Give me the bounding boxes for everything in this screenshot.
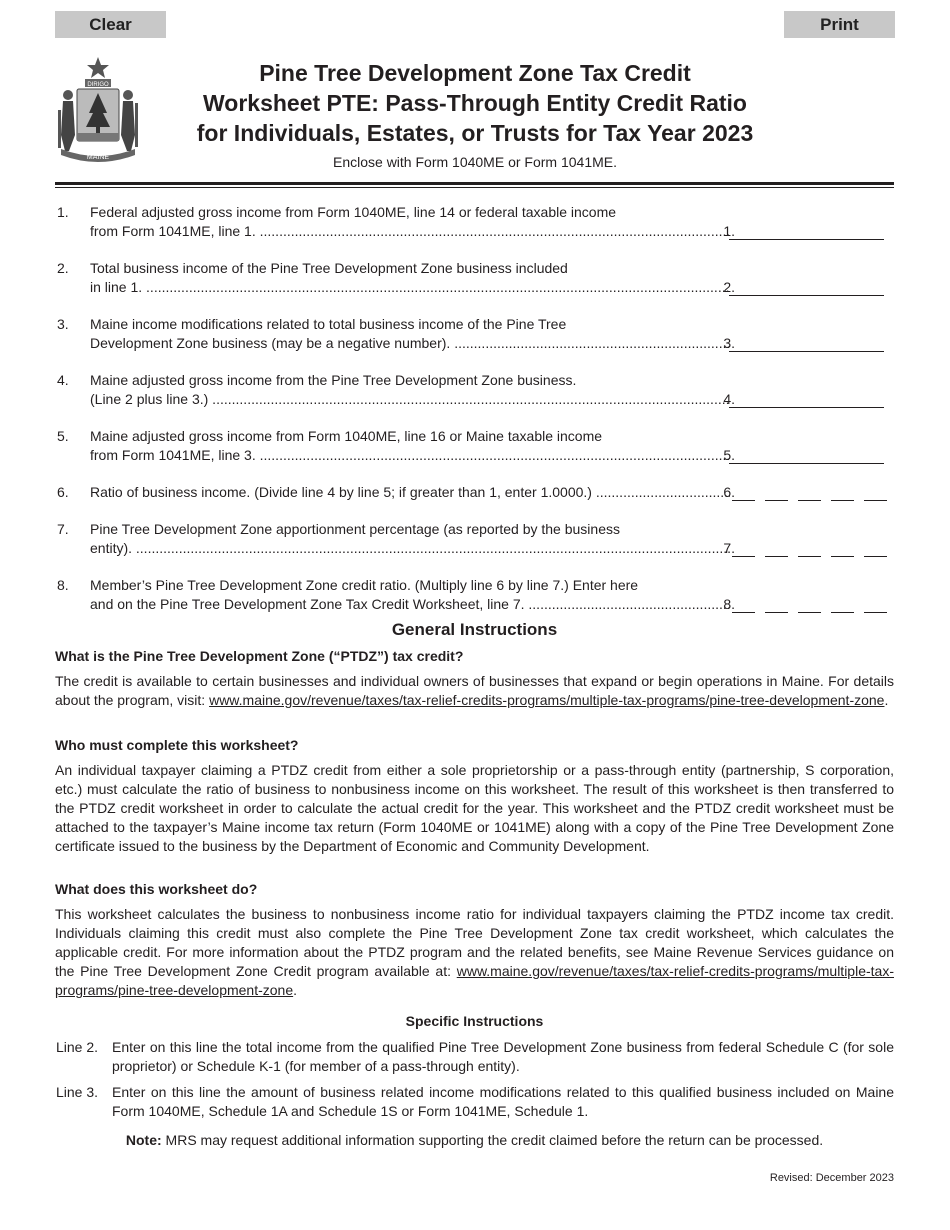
paragraph-what-is-ptdz — [55, 672, 894, 710]
line-reference: 8. — [723, 596, 735, 612]
line-text-1: Maine adjusted gross income from the Pine Tree Development Zone business. — [90, 372, 577, 388]
line-text-2: entity). ..... — [90, 539, 730, 558]
line-number: 2. — [57, 260, 69, 276]
worksheet-line-4 — [55, 371, 894, 411]
line-number: 4. — [57, 372, 69, 388]
worksheet-line-6 — [55, 483, 894, 504]
worksheet-line-1 — [55, 203, 894, 243]
seal-ribbon-text: MAINE — [86, 154, 110, 161]
paragraph-end: . — [293, 982, 298, 998]
instruction-label: Line 3. — [56, 1084, 99, 1100]
ptdz-program-link[interactable]: www.maine.gov/revenue/taxes/tax-relief-credits-programs/multiple-tax-programs/pine-tree-development-zone — [209, 692, 885, 708]
line-text-1: Total business income of the Pine Tree Development Zone business included — [90, 260, 568, 276]
line-text-2: in line 1. ..... — [90, 278, 730, 297]
paragraph-end: . — [884, 692, 889, 708]
ptdz-guidance-link[interactable]: www.maine.gov/revenue/taxes/tax-relief-credits-programs/multiple-tax-programs/pine-tree-development-zone — [55, 963, 894, 998]
line-8-ratio-input[interactable] — [732, 595, 888, 613]
revision-date: Revised: December 2023 — [769, 1172, 894, 1184]
line-number: 3. — [57, 316, 69, 332]
general-instructions-heading: General Instructions — [391, 620, 558, 639]
line-8-ratio-field — [732, 595, 888, 613]
line-1-amount-input[interactable] — [729, 222, 884, 240]
line-7-ratio-input[interactable] — [732, 539, 888, 557]
worksheet-line-8 — [55, 576, 894, 616]
line-number: 1. — [57, 204, 69, 220]
instruction-label: Line 2. — [56, 1039, 99, 1055]
seal-banner-text: DIRIGO — [87, 82, 109, 88]
worksheet-line-5 — [55, 427, 894, 467]
worksheet-line-3 — [55, 315, 894, 355]
line-6-ratio-input[interactable] — [732, 483, 888, 501]
line-reference: 3. — [723, 335, 735, 351]
line-text-2: from Form 1041ME, line 3. ..... — [90, 446, 730, 465]
specific-instruction-line-3 — [55, 1083, 894, 1123]
line-number: 6. — [57, 484, 69, 500]
line-number: 5. — [57, 428, 69, 444]
paragraph-text: The credit is available to certain businesses and individual owners of businesses that expand or begin operations in Maine. For details about the program, visit: — [55, 673, 894, 708]
paragraph-who-must-complete: An individual taxpayer claiming a PTDZ credit from either a sole proprietorship or a pass-through entity (partnership, S corporation, etc.) must calculate the ratio of business to nonbusiness income on this worksheet. The result of this worksheet is then transferred to the PTDZ credit worksheet in order to calculate the actual credit for the year. This worksheet and the PTDZ credit worksheet must be attached to the taxpayer’s Maine income tax return (Form 1040ME or 1041ME) along with a copy of the Pine Tree Development Zone certificate issued to the business by the Department of Economic and Community Development. — [55, 762, 894, 854]
form-header — [150, 58, 800, 170]
line-number: 8. — [57, 577, 69, 593]
instruction-text: Enter on this line the total income from the qualified Pine Tree Development Zone business from federal Schedule C (for sole proprietor) or Schedule K-1 (for member of a pass-through entity). — [112, 1039, 894, 1074]
question-what-is-ptdz: What is the Pine Tree Development Zone (“PTDZ”) tax credit? — [55, 648, 464, 664]
line-reference: 1. — [723, 223, 735, 239]
line-text-1: Maine adjusted gross income from Form 1040ME, line 16 or Maine taxable income — [90, 428, 603, 444]
note-text: MRS may request additional information supporting the credit claimed before the return can be processed. — [161, 1132, 824, 1148]
form-title-line-2: Worksheet PTE: Pass-Through Entity Credit Ratio — [203, 90, 747, 116]
clear-button[interactable]: Clear — [55, 11, 166, 38]
paragraph-text: This worksheet calculates the business to nonbusiness income ratio for individual taxpayers claiming the PTDZ income tax credit. Individuals claiming this credit must also complete the Pine Tree Development Zone tax credit worksheet, which calculates the applicable credit. For more information about the PTDZ program and the related benefits, see Maine Revenue Services guidance on the Pine Tree Development Zone Credit program available at: — [55, 906, 894, 979]
print-button[interactable]: Print — [784, 11, 895, 38]
line-2-amount-input[interactable] — [729, 278, 884, 296]
line-number: 7. — [57, 521, 69, 537]
line-7-ratio-field — [732, 539, 888, 557]
line-3-amount-input[interactable] — [729, 334, 884, 352]
header-divider-thick — [55, 182, 894, 185]
header-divider-thin — [55, 187, 894, 188]
form-subtitle: Enclose with Form 1040ME or Form 1041ME. — [333, 154, 617, 170]
line-4-amount-input[interactable] — [729, 390, 884, 408]
line-reference: 5. — [723, 447, 735, 463]
line-text-1: Ratio of business income. (Divide line 4 by line 5; if greater than 1, enter 1.0000.) ..... — [90, 483, 730, 502]
note — [55, 1132, 894, 1148]
note-label: Note: — [125, 1132, 162, 1148]
line-reference: 7. — [723, 540, 735, 556]
maine-state-seal — [55, 55, 141, 163]
line-text-1: Maine income modifications related to total business income of the Pine Tree — [90, 316, 567, 332]
form-title-line-3: for Individuals, Estates, or Trusts for Tax Year 2023 — [196, 120, 754, 146]
line-reference: 4. — [723, 391, 735, 407]
line-reference: 2. — [723, 279, 735, 295]
line-6-ratio-field — [732, 483, 888, 501]
question-what-does-worksheet-do: What does this worksheet do? — [55, 881, 258, 897]
line-text-2: from Form 1041ME, line 1. ..... — [90, 222, 730, 241]
instruction-text: Enter on this line the amount of business related income modifications related to this qualified business included on Maine Form 1040ME, Schedule 1A and Schedule 1S or Form 1041ME, Schedule 1. — [112, 1084, 894, 1119]
line-5-amount-input[interactable] — [729, 446, 884, 464]
line-text-2: and on the Pine Tree Development Zone Tax Credit Worksheet, line 7. ..... — [90, 595, 730, 614]
line-text-2: (Line 2 plus line 3.) ..... — [90, 390, 730, 409]
question-who-must-complete: Who must complete this worksheet? — [55, 737, 299, 753]
line-reference: 6. — [723, 484, 735, 500]
line-text-1: Member’s Pine Tree Development Zone credit ratio. (Multiply line 6 by line 7.) Enter here — [90, 577, 639, 593]
specific-instructions-heading: Specific Instructions — [405, 1013, 544, 1029]
worksheet-line-7 — [55, 520, 894, 560]
specific-instruction-line-2 — [55, 1038, 894, 1078]
line-text-1: Pine Tree Development Zone apportionment percentage (as reported by the business — [90, 521, 620, 537]
paragraph-what-does-worksheet-do — [55, 905, 894, 1000]
line-text-2: Development Zone business (may be a negative number). ..... — [90, 334, 730, 353]
worksheet-line-2 — [55, 259, 894, 299]
line-text-1: Federal adjusted gross income from Form 1040ME, line 14 or federal taxable income — [90, 204, 617, 220]
form-title-line-1: Pine Tree Development Zone Tax Credit — [259, 60, 691, 86]
